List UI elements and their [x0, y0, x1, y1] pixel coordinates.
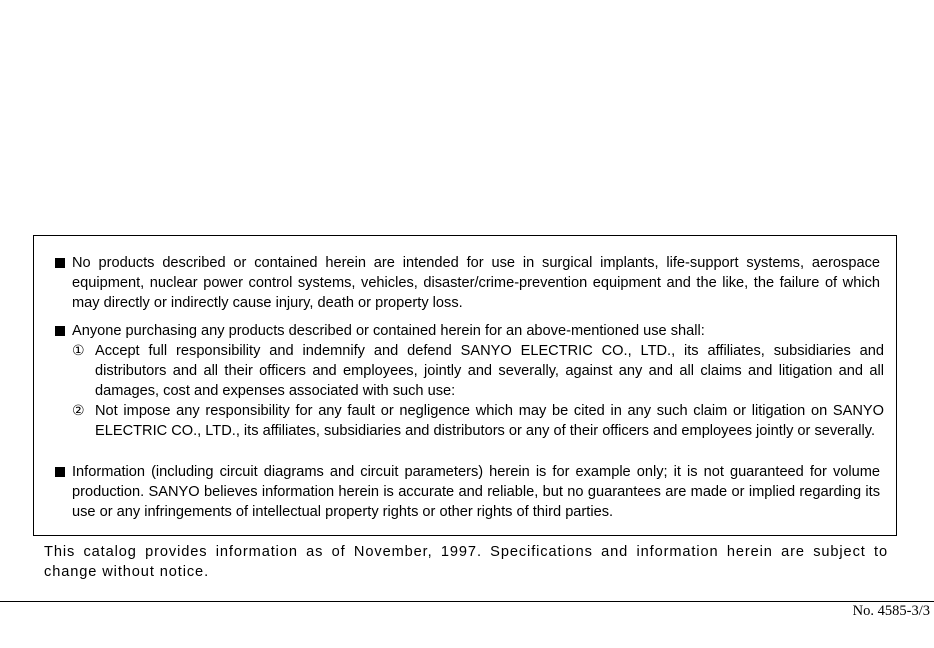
circled-number-one-icon: ①: [72, 343, 85, 359]
notice-text: Anyone purchasing any products described or contained herein for an above-mentioned use shall:: [72, 323, 705, 339]
notice-text: Information (including circuit diagrams and circuit parameters) herein is for example only; it is not guaranteed for volume production. SANYO believes information herein is accurate and reliable, but no guarantees are made or implied regarding its use or any infringements of intellectual property rights or other rights of third parties.: [72, 464, 880, 520]
notice-text: No products described or contained herein are intended for use in surgical implants, life-support systems, aerospace equipment, nuclear power control systems, vehicles, disaster/crime-prevention equipment and the like, the failure of which may directly or indirectly cause injury, death or property loss.: [72, 255, 880, 311]
document-number: No. 4585-3/3: [852, 603, 930, 619]
obligation-text: Accept full responsibility and indemnify and defend SANYO ELECTRIC CO., LTD., its affiliates, subsidiaries and distributors and all their officers and employees, jointly and severally, against any and all claims and litigation and all damages, cost and expenses associated with such use:: [95, 343, 884, 399]
obligation-text: Not impose any responsibility for any fault or negligence which may be cited in any such claim or litigation on SANYO ELECTRIC CO., LTD., its affiliates, subsidiaries and distributors or any of their officers and employees jointly or severally.: [95, 403, 884, 439]
notice-item-information-disclaimer: [54, 462, 880, 522]
obligation-item-1: [72, 341, 884, 401]
catalog-note: This catalog provides information as of November, 1997. Specifications and information herein are subject to change without notice.: [44, 544, 888, 580]
circled-number-two-icon: ②: [72, 403, 85, 419]
notice-item-products-use: [54, 253, 880, 313]
footer-divider: [0, 601, 934, 602]
notice-box: [33, 235, 897, 536]
notice-item-purchaser-obligations: [54, 321, 880, 341]
obligation-item-2: [72, 401, 884, 441]
